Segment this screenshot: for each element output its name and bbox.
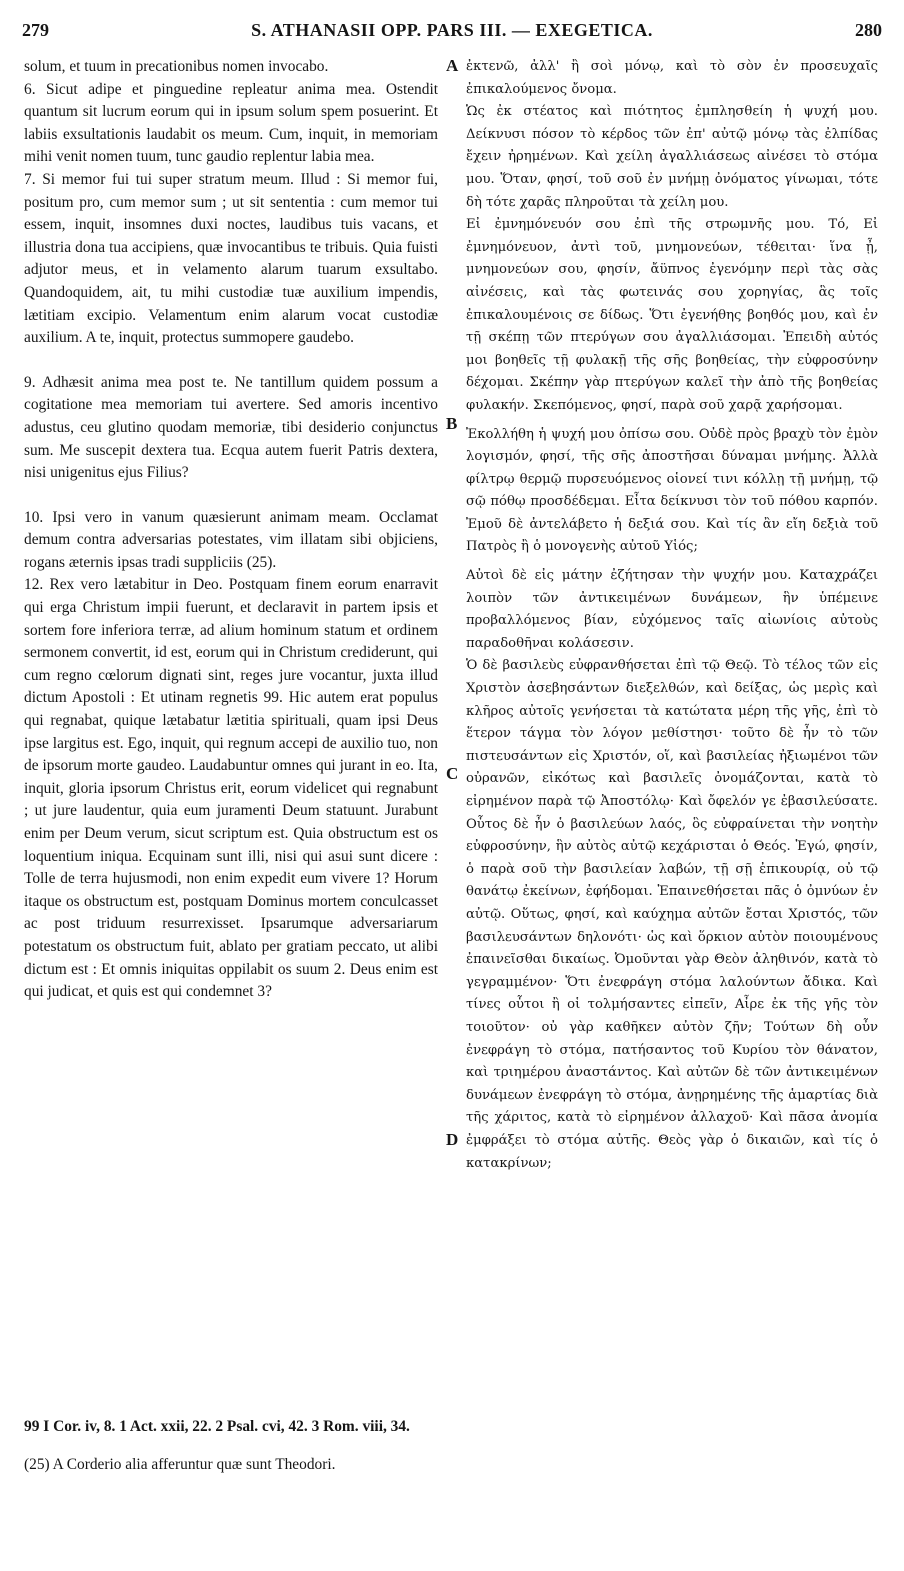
latin-para: 12. Rex vero lætabitur in Deo. Postquam finem eorum enarravit qui erga Christum impii fuerunt, et declaravit in partem ipsis et sortem fore inferiora terræ, ad alium hominum statum et ordinem sermonem convertit, id est, eorum qui in Christum crediderunt, qui cum regno cœlorum dignati sint, reges jure vocantur, juxta illud dictum Apostoli : Et utinam regnetis 99. Hic autem erat populus qui regnabat, quique lætabatur lætitia spirituali, quam ipsi Deus ipse largitus est. Ego, inquit, qui regnum accepi de auxilio tuo, non de ipsorum morte gaudeo. Laudabuntur omnes qui jurant in eo. Ita, inquit, gloria ipsorum Christus erit, eorum videlicet qui regnabunt ; ut jure laudentur, quia eum juramenti Deum statuunt. Jurabunt enim per Deum verum, sicut scriptum est. Quia obstructum est os loquentium iniqua. Ecquinam sunt illi, nisi qui asui sunt dicere : Tolle de terra hujusmodi, non enim expedit eum vivere 1? Horum itaque os obstructum est, postquam Dominus mortem conculcasset ac post triduum resurrexisset. Ipsarumque adversariarum potestatum os obstructum fuit, ablato per gratiam peccato, ut alibi dictum est : Et omnis iniquitas oppilabit os suum 2. Deus enim est qui judicat, et quis est qui condemnet 3? bbox=[24, 576, 438, 1001]
spacer bbox=[24, 350, 438, 372]
latin-para: 6. Sicut adipe et pinguedine repleatur anima mea. Ostendit quantum sit lucrum eorum qui in ipsum solum spem posuerint. Et labiis exsultationis laudabit os meum. Cum, inquit, in memoriam mihi venit nomen tuum, tunc gaudio replentur labia mea. bbox=[24, 80, 438, 166]
page-number-left: 279 bbox=[22, 20, 49, 40]
latin-para: 9. Adhæsit anima mea post te. Ne tantillum quidem possum a cogitatione mea memoriam tui avertere. Sed amoris incentivo adustus, ceu glutino quodam memoriæ, tibi desiderio conjunctus sum. Me suscepit dextera tua. Ecqua autem fuerit Patris dextera, nisi unigenitus ejus Filius? bbox=[24, 373, 438, 482]
footnote-refs: 99 I Cor. iv, 8. 1 Act. xxii, 22. 2 Psal. cvi, 42. 3 Rom. viii, 34. bbox=[24, 1418, 410, 1435]
greek-column bbox=[466, 56, 878, 1175]
greek-para: Αὐτοὶ δὲ εἰς μάτην ἐζήτησαν τὴν ψυχήν μου. Καταχράζει λοιπὸν τῶν ἀντικειμένων δυνάμεων, ἣν ὑπέμεινε προβαλλόμενος βίαν, εὐχόμενος ταῖς αἰωνίοις αὐτοὺς παραδοθῆναι κολάσεσιν. bbox=[466, 568, 878, 651]
margin-mark-c: C bbox=[446, 764, 459, 783]
greek-para: Ὁ δὲ βασιλεὺς εὐφρανθήσεται ἐπὶ τῷ Θεῷ. Τὸ τέλος τῶν εἰς Χριστὸν ἀσεβησάντων διεξελθών, καὶ δείξας, ὡς μερὶς καὶ κλῆρος αὐτοῖς γενήσεται τὰ κατώτατα μέρη τῆς γῆς, ἐπὶ τὸ ἕτερον τάγμα τὸν λόγον μεθίστησι· τοῦτο δὲ ἦν τὸ τῶν πιστευσάντων εἰς Χριστόν, οἵ, καὶ βασιλείας ἠξιωμένοι τῶν οὐρανῶν, εἰκότως καὶ βασιλεῖς ὀνομάζονται, κατὰ τὸ εἰρημένον παρὰ τῷ Ἀποστόλῳ· Καὶ ὄφελόν γε ἐβασιλεύσατε. Οὗτος δὲ ἦν ὁ βασιλεύων λαός, ὃς εὐφραίνεται τὴν νοητὴν εὐφροσύνην, ἣν αὐτὸς αὐτῷ κεχάρισται ὁ Θεός. Ἐγώ, φησίν, ὁ παρὰ σοῦ τὴν βασιλείαν λαβών, τῇ σῇ ἐπικουρίᾳ, οὐ τῷ θανάτῳ ἐκείνων, ἐφήδομαι. Ἐπαινεθήσεται πᾶς ὁ ὀμνύων ἐν αὐτῷ. Οὕτως, φησί, καὶ καύχημα αὐτῶν ἔσται Χριστός, τῶν βασιλευσάντων δηλονότι· ὡς καὶ ὅρκιον αὐτὸν ποιουμένους ἐπαινεῖσθαι δικαίως. Ὀμοῦνται γὰρ Θεὸν ἀληθινόν, κατὰ τὸ γεγραμμένον· Ὅτι ἐνεφράγη στόμα λαλούντων ἄδικα. Καὶ τίνες οὗτοι ἢ οἱ τολμήσαντες εἰπεῖν, Αἶρε ἐκ τῆς γῆς τὸν τοιοῦτον· οὐ γὰρ καθῆκεν αὐτὸν ζῆν; Τούτων δὴ οὖν ἐνεφράγη τὸ στόμα, πατήσαντος τοῦ Κυρίου τὸν θάνατον, καὶ τριημέρου ἀναστάντος. Καὶ αὐτῶν δὲ τῶν ἀντικειμένων δυνάμεων ἐνεφράγη τὸ στόμα, ἀνῃρημένης τῆς ἁμαρτίας διὰ τῆς χάριτος, κατὰ τὸ εἰρημένον ἀλλαχοῦ· Καὶ πᾶσα ἀνομία ἐμφράξει τὸ στόμα αὐτῆς. Θεὸς γὰρ ὁ δικαιῶν, καὶ τίς ὁ κατακρίνων; bbox=[466, 658, 878, 1171]
latin-column bbox=[24, 56, 438, 1004]
margin-mark-d: D bbox=[446, 1130, 459, 1149]
margin-mark-a: A bbox=[446, 56, 459, 75]
greek-para: ἐκτενῶ, ἀλλ' ἢ σοὶ μόνῳ, καὶ τὸ σὸν ἐν προσευχαῖς ἐπικαλούμενος ὄνομα. bbox=[466, 59, 878, 97]
greek-para: Εἰ ἐμνημόνευόν σου ἐπὶ τῆς στρωμνῆς μου. Τό, Εἰ ἐμνημόνευον, ἀντὶ τοῦ, μνημονεύων, τέθειται· ἵνα ᾖ, μνημονεύων σου, φησίν, ἄϋπνος ἐγενόμην περὶ τὰς σὰς αἰνέσεις, καὶ τὰς φωτεινάς σου χορηγίας, ἃς τοῖς ἐπικαλουμένοις σε δίδως. Ὅτι ἐγενήθης βοηθός μου, καὶ ἐν τῇ σκέπῃ τῶν πτερύγων σου ἀγαλλιάσομαι. Ἐπειδὴ αὐτός μοι βοηθεῖς τῇ φυλακῇ τῆς σῆς βοηθείας, τὴν εὐφροσύνην δέχομαι. Σκέπην γὰρ πτερύγων καλεῖ τὴν ἀπὸ τῆς βοηθείας φυλακήν. Σκεπόμενος, φησί, παρὰ σοῦ χαρᾷ χαρήσομαι. bbox=[466, 217, 878, 413]
latin-para: solum, et tuum in precationibus nomen invocabo. bbox=[24, 58, 329, 75]
latin-para: 7. Si memor fui tui super stratum meum. Illud : Si memor fui, positum pro, cum memor sum ; ut sit sententia : cum memor tui essem, inquit, insomnes duxi noctes, laudibus tuis vacans, et illustria dona tua accipiens, quæ invocantibus te tribuis. Quia fuisti adjutor meus, et in velamento alarum tuarum exsultabo. Quandoquidem, ait, tu mihi custodiæ tuæ auxilium impendis, lætitiam excipio. Velamentum enim alarum vocat custodiæ auxilium. A te, inquit, protectus summopere gaudebo. bbox=[24, 170, 438, 347]
latin-para: 10. Ipsi vero in vanum quæsierunt animam meam. Occlamat demum contra adversarias potestates, vim illatam sibi objiciens, rogans æternis ipsas tradi suppliciis (25). bbox=[24, 508, 438, 571]
running-header: S. ATHANASII OPP. PARS III. — EXEGETICA. bbox=[251, 20, 653, 40]
page-number-right: 280 bbox=[855, 20, 882, 40]
greek-para: Ὡς ἐκ στέατος καὶ πιότητος ἐμπλησθείη ἡ ψυχή μου. Δείκνυσι πόσον τὸ κέρδος τῶν ἐπ' αὐτῷ μόνῳ τὰς ἐλπίδας ἔχειν ἠρημένων. Καὶ χείλη ἀγαλλιάσεως αἰνέσει τὸ στόμα μου. Ὅταν, φησί, τοῦ σοῦ ἐν μνήμῃ ὀνόματος γίνωμαι, τότε δὴ τότε χαρᾶς πληροῦται τὰ χείλη μου. bbox=[466, 104, 878, 210]
footnote-note: (25) A Corderio alia afferuntur quæ sunt Theodori. bbox=[24, 1456, 336, 1473]
spacer bbox=[24, 485, 438, 507]
margin-mark-b: B bbox=[446, 414, 458, 433]
greek-para: Ἐκολλήθη ἡ ψυχή μου ὀπίσω σου. Οὐδὲ πρὸς βραχὺ τὸν ἐμὸν λογισμόν, φησί, τῆς σῆς ἀποστῆσαι δύναμαι μνήμης. Ἀλλὰ φίλτρῳ θερμῷ πυρσευόμενος οἱονεί τινι κόλλῃ τῇ μνήμῃ, τῷ σῷ πόθῳ προσδέδεμαι. Εἶτα δείκνυσι τὸν τοῦ πόθου καρπόν. Ἐμοῦ δὲ ἀντελάβετο ἡ δεξιά σου. Καὶ τίς ἂν εἴη δεξιὰ τοῦ Πατρὸς ἢ ὁ μονογενὴς αὐτοῦ Υἱός; bbox=[466, 426, 878, 555]
